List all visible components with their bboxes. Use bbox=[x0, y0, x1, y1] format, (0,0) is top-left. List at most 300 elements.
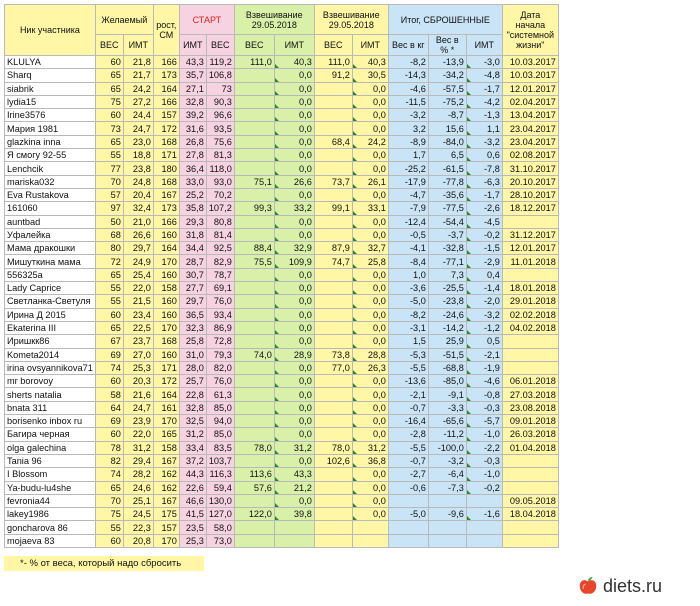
cell-w2v bbox=[314, 308, 352, 321]
cell-rk: -0,5 bbox=[388, 228, 428, 241]
cell-d: 28.10.2017 bbox=[502, 188, 558, 201]
cell-wi: 26,6 bbox=[123, 228, 153, 241]
cell-wi: 22,0 bbox=[123, 282, 153, 295]
cell-wv: 75 bbox=[95, 95, 123, 108]
cell-name: Мария 1981 bbox=[5, 122, 96, 135]
cell-d bbox=[502, 348, 558, 361]
cell-sv: 59,4 bbox=[206, 481, 234, 494]
cell-wi: 23,7 bbox=[123, 335, 153, 348]
cell-w2v: 74,7 bbox=[314, 255, 352, 268]
cell-w2i: 0,0 bbox=[352, 308, 388, 321]
cell-w2v bbox=[314, 321, 352, 334]
cell-wv: 82 bbox=[95, 454, 123, 467]
cell-w2i: 0,0 bbox=[352, 388, 388, 401]
cell-w1v bbox=[234, 335, 274, 348]
cell-si: 27,7 bbox=[179, 282, 206, 295]
cell-wv: 78 bbox=[95, 441, 123, 454]
cell-name: Lenchcik bbox=[5, 162, 96, 175]
cell-name: Tania 96 bbox=[5, 454, 96, 467]
cell-name: auntbad bbox=[5, 215, 96, 228]
site-logo[interactable] bbox=[577, 572, 662, 600]
cell-w2v bbox=[314, 401, 352, 414]
cell-name: Lady Caprice bbox=[5, 282, 96, 295]
table-row bbox=[5, 188, 559, 201]
cell-sv: 83,5 bbox=[206, 441, 234, 454]
cell-si: 23,5 bbox=[179, 521, 206, 534]
cell-w2i: 0,0 bbox=[352, 295, 388, 308]
cell-wv: 57 bbox=[95, 188, 123, 201]
cell-rk bbox=[388, 521, 428, 534]
cell-ri: -1,6 bbox=[466, 508, 502, 521]
cell-si: 41,5 bbox=[179, 508, 206, 521]
cell-ri: -1,4 bbox=[466, 282, 502, 295]
cell-w1i: 0,0 bbox=[274, 415, 314, 428]
cell-w1i: 0,0 bbox=[274, 375, 314, 388]
cell-wi: 21,6 bbox=[123, 388, 153, 401]
cell-wi: 24,5 bbox=[123, 508, 153, 521]
cell-w1i: 0,0 bbox=[274, 335, 314, 348]
cell-rk: 1,0 bbox=[388, 268, 428, 281]
cell-si: 25,2 bbox=[179, 188, 206, 201]
cell-sv: 73,0 bbox=[206, 534, 234, 547]
cell-wi: 23,8 bbox=[123, 162, 153, 175]
cell-si: 22,6 bbox=[179, 481, 206, 494]
cell-sv: 86,9 bbox=[206, 321, 234, 334]
cell-d bbox=[502, 481, 558, 494]
table-row bbox=[5, 135, 559, 148]
cell-rk: -8,2 bbox=[388, 56, 428, 69]
cell-rp: -3,2 bbox=[428, 454, 466, 467]
cell-w2v: 68,4 bbox=[314, 135, 352, 148]
header-height: рост, СМ bbox=[153, 5, 179, 56]
cell-w2i: 0,0 bbox=[352, 415, 388, 428]
cell-d: 18.01.2018 bbox=[502, 282, 558, 295]
cell-wv: 74 bbox=[95, 361, 123, 374]
header-weigh-2: Взвешивание 29.05.2018 bbox=[314, 5, 388, 35]
cell-wv: 60 bbox=[95, 375, 123, 388]
cell-h: 175 bbox=[153, 508, 179, 521]
cell-sv: 85,0 bbox=[206, 401, 234, 414]
cell-d: 11.01.2018 bbox=[502, 255, 558, 268]
cell-w1i: 0,0 bbox=[274, 149, 314, 162]
cell-name: Мишуткина мама bbox=[5, 255, 96, 268]
cell-w1i: 0,0 bbox=[274, 109, 314, 122]
cell-si: 37,2 bbox=[179, 454, 206, 467]
cell-ri: -1,0 bbox=[466, 468, 502, 481]
cell-w1v bbox=[234, 109, 274, 122]
cell-si: 31,0 bbox=[179, 348, 206, 361]
cell-w2i: 40,3 bbox=[352, 56, 388, 69]
cell-rk: -4,6 bbox=[388, 82, 428, 95]
cell-rp bbox=[428, 534, 466, 547]
cell-wi: 27,2 bbox=[123, 95, 153, 108]
cell-ri: -4,8 bbox=[466, 69, 502, 82]
cell-sv: 116,3 bbox=[206, 468, 234, 481]
cell-name: Багира черная bbox=[5, 428, 96, 441]
cell-ri: -1,5 bbox=[466, 242, 502, 255]
cell-h: 164 bbox=[153, 82, 179, 95]
cell-h: 160 bbox=[153, 348, 179, 361]
cell-h: 171 bbox=[153, 361, 179, 374]
cell-sv: 81,3 bbox=[206, 149, 234, 162]
cell-rk: -16,4 bbox=[388, 415, 428, 428]
cell-h: 170 bbox=[153, 534, 179, 547]
cell-w2v: 111,0 bbox=[314, 56, 352, 69]
cell-h: 170 bbox=[153, 415, 179, 428]
header-start-imt: ИМТ bbox=[179, 35, 206, 56]
table-row bbox=[5, 308, 559, 321]
cell-h: 170 bbox=[153, 255, 179, 268]
cell-sv: 61,3 bbox=[206, 388, 234, 401]
cell-rk: -8,9 bbox=[388, 135, 428, 148]
cell-ri bbox=[466, 494, 502, 507]
table-row bbox=[5, 335, 559, 348]
cell-wi: 23,4 bbox=[123, 308, 153, 321]
cell-w1v: 113,6 bbox=[234, 468, 274, 481]
cell-rk: -11,5 bbox=[388, 95, 428, 108]
cell-wv: 65 bbox=[95, 135, 123, 148]
table-row bbox=[5, 175, 559, 188]
cell-sv: 93,5 bbox=[206, 122, 234, 135]
cell-sv: 58,0 bbox=[206, 521, 234, 534]
cell-si: 31,2 bbox=[179, 428, 206, 441]
cell-wi: 27,0 bbox=[123, 348, 153, 361]
cell-w2i: 0,0 bbox=[352, 375, 388, 388]
cell-w1v bbox=[234, 308, 274, 321]
cell-d: 10.03.2017 bbox=[502, 56, 558, 69]
cell-w1i: 26,6 bbox=[274, 175, 314, 188]
cell-w2i: 0,0 bbox=[352, 228, 388, 241]
cell-sv: 103,7 bbox=[206, 454, 234, 467]
cell-si: 35,7 bbox=[179, 69, 206, 82]
cell-sv: 75,6 bbox=[206, 135, 234, 148]
cell-w2i: 0,0 bbox=[352, 494, 388, 507]
cell-d: 09.01.2018 bbox=[502, 415, 558, 428]
cell-w1i: 0,0 bbox=[274, 454, 314, 467]
cell-w1v: 75,5 bbox=[234, 255, 274, 268]
cell-h: 173 bbox=[153, 69, 179, 82]
cell-name: Я смогу 92-55 bbox=[5, 149, 96, 162]
cell-rp bbox=[428, 521, 466, 534]
cell-rp: 25,9 bbox=[428, 335, 466, 348]
cell-w2i: 0,0 bbox=[352, 162, 388, 175]
cell-wi: 22,3 bbox=[123, 521, 153, 534]
cell-d: 31.10.2017 bbox=[502, 162, 558, 175]
cell-w2i bbox=[352, 534, 388, 547]
cell-w2i: 0,0 bbox=[352, 468, 388, 481]
logo-text: diets.ru bbox=[603, 575, 663, 596]
cell-name: Светланка-Светуля bbox=[5, 295, 96, 308]
cell-wi: 25,3 bbox=[123, 361, 153, 374]
cell-rk: -5,5 bbox=[388, 361, 428, 374]
cell-w1i: 43,3 bbox=[274, 468, 314, 481]
cell-name: Мама дракошки bbox=[5, 242, 96, 255]
header-result-kg: Вес в кг bbox=[388, 35, 428, 56]
cell-w2i: 0,0 bbox=[352, 268, 388, 281]
header-wish: Желаемый bbox=[95, 5, 153, 35]
cell-w2v bbox=[314, 468, 352, 481]
cell-sv: 80,8 bbox=[206, 215, 234, 228]
cell-w2v bbox=[314, 228, 352, 241]
cell-name: lakey1986 bbox=[5, 508, 96, 521]
cell-name: Ekaterina III bbox=[5, 321, 96, 334]
cell-wv: 65 bbox=[95, 69, 123, 82]
cell-name: 161060 bbox=[5, 202, 96, 215]
cell-wv: 65 bbox=[95, 481, 123, 494]
cell-wv: 55 bbox=[95, 295, 123, 308]
cell-w1v: 111,0 bbox=[234, 56, 274, 69]
cell-wv: 58 bbox=[95, 388, 123, 401]
cell-si: 28,0 bbox=[179, 361, 206, 374]
cell-si: 27,1 bbox=[179, 82, 206, 95]
table-row bbox=[5, 95, 559, 108]
cell-h: 164 bbox=[153, 388, 179, 401]
cell-ri: -1,7 bbox=[466, 188, 502, 201]
cell-w2v bbox=[314, 162, 352, 175]
cell-name: sherts natalia bbox=[5, 388, 96, 401]
cell-si: 36,4 bbox=[179, 162, 206, 175]
cell-rk: -5,0 bbox=[388, 508, 428, 521]
cell-rp: -51,5 bbox=[428, 348, 466, 361]
cell-h: 157 bbox=[153, 109, 179, 122]
cell-w1v bbox=[234, 122, 274, 135]
cell-rp: -6,4 bbox=[428, 468, 466, 481]
cell-h: 162 bbox=[153, 468, 179, 481]
cell-ri: -4,2 bbox=[466, 95, 502, 108]
cell-h: 180 bbox=[153, 162, 179, 175]
cell-w2v bbox=[314, 521, 352, 534]
cell-wi: 24,4 bbox=[123, 109, 153, 122]
cell-rk: -0,6 bbox=[388, 481, 428, 494]
cell-ri: -2,1 bbox=[466, 348, 502, 361]
table-row bbox=[5, 508, 559, 521]
cell-d bbox=[502, 521, 558, 534]
cell-rk: 1,7 bbox=[388, 149, 428, 162]
cell-ri: -1,2 bbox=[466, 321, 502, 334]
cell-wi: 24,7 bbox=[123, 401, 153, 414]
cell-name: siabrik bbox=[5, 82, 96, 95]
cell-rk: -25,2 bbox=[388, 162, 428, 175]
cell-w2i: 25,8 bbox=[352, 255, 388, 268]
cell-h: 171 bbox=[153, 149, 179, 162]
cell-d: 18.12.2017 bbox=[502, 202, 558, 215]
cell-d: 04.02.2018 bbox=[502, 321, 558, 334]
cell-rk bbox=[388, 494, 428, 507]
cell-h: 158 bbox=[153, 441, 179, 454]
cell-d: 20.10.2017 bbox=[502, 175, 558, 188]
cell-w1i: 21,2 bbox=[274, 481, 314, 494]
cell-wv: 69 bbox=[95, 348, 123, 361]
cell-w2v bbox=[314, 508, 352, 521]
cell-wi: 24,6 bbox=[123, 481, 153, 494]
cell-w2v: 91,2 bbox=[314, 69, 352, 82]
cell-wv: 70 bbox=[95, 494, 123, 507]
cell-rp: -3,7 bbox=[428, 228, 466, 241]
cell-rp: -57,5 bbox=[428, 82, 466, 95]
cell-rp: -25,5 bbox=[428, 282, 466, 295]
cell-h: 168 bbox=[153, 175, 179, 188]
cell-w2i: 0,0 bbox=[352, 428, 388, 441]
cell-w1v bbox=[234, 82, 274, 95]
header-start-ves: ВЕС bbox=[206, 35, 234, 56]
cell-si: 32,8 bbox=[179, 401, 206, 414]
cell-w2i: 28,8 bbox=[352, 348, 388, 361]
table-row bbox=[5, 361, 559, 374]
cell-w2i: 0,0 bbox=[352, 335, 388, 348]
table-row bbox=[5, 388, 559, 401]
table-row bbox=[5, 401, 559, 414]
table-row bbox=[5, 441, 559, 454]
cell-w2i: 0,0 bbox=[352, 215, 388, 228]
cell-ri: -0,2 bbox=[466, 481, 502, 494]
cell-wv: 64 bbox=[95, 401, 123, 414]
cell-sv: 107,2 bbox=[206, 202, 234, 215]
cell-rp: -84,0 bbox=[428, 135, 466, 148]
cell-ri: -4,5 bbox=[466, 215, 502, 228]
cell-rp: -13,9 bbox=[428, 56, 466, 69]
cell-w1i: 109,9 bbox=[274, 255, 314, 268]
cell-name: Иришкк86 bbox=[5, 335, 96, 348]
header-result-imt: ИМТ bbox=[466, 35, 502, 56]
cell-ri: -2,9 bbox=[466, 255, 502, 268]
header-wish-ves: ВЕС bbox=[95, 35, 123, 56]
cell-ri: 0,5 bbox=[466, 335, 502, 348]
cell-sv: 82,9 bbox=[206, 255, 234, 268]
cell-wi: 24,9 bbox=[123, 255, 153, 268]
cell-h: 165 bbox=[153, 428, 179, 441]
cell-rk: -3,2 bbox=[388, 109, 428, 122]
footnote: *- % от веса, который надо сбросить bbox=[4, 556, 204, 571]
cell-wv: 70 bbox=[95, 175, 123, 188]
cell-sv: 79,3 bbox=[206, 348, 234, 361]
cell-w2i: 0,0 bbox=[352, 508, 388, 521]
table-row bbox=[5, 494, 559, 507]
cell-sv: 92,5 bbox=[206, 242, 234, 255]
cell-si: 32,5 bbox=[179, 415, 206, 428]
cell-w1i: 40,3 bbox=[274, 56, 314, 69]
cell-w2v bbox=[314, 215, 352, 228]
cell-h: 160 bbox=[153, 268, 179, 281]
cell-wv: 55 bbox=[95, 282, 123, 295]
cell-w1i: 39,8 bbox=[274, 508, 314, 521]
cell-d bbox=[502, 335, 558, 348]
cell-w2v bbox=[314, 282, 352, 295]
cell-rp: 15,6 bbox=[428, 122, 466, 135]
cell-w1v bbox=[234, 162, 274, 175]
cell-w1i: 0,0 bbox=[274, 122, 314, 135]
cell-w2v bbox=[314, 122, 352, 135]
cell-d: 09.05.2018 bbox=[502, 494, 558, 507]
cell-rk: -12,4 bbox=[388, 215, 428, 228]
table-row bbox=[5, 242, 559, 255]
cell-rp: -61,5 bbox=[428, 162, 466, 175]
cell-sv: 76,0 bbox=[206, 375, 234, 388]
cell-d: 23.04.2017 bbox=[502, 135, 558, 148]
cell-name: irina ovsyannikova71 bbox=[5, 361, 96, 374]
cell-w2i: 26,3 bbox=[352, 361, 388, 374]
cell-wi: 29,4 bbox=[123, 454, 153, 467]
cell-rp: -54,4 bbox=[428, 215, 466, 228]
cell-wv: 65 bbox=[95, 321, 123, 334]
cell-d bbox=[502, 534, 558, 547]
cell-wi: 21,8 bbox=[123, 56, 153, 69]
cell-wi: 21,5 bbox=[123, 295, 153, 308]
table-row bbox=[5, 109, 559, 122]
cell-w1v bbox=[234, 282, 274, 295]
cell-w2v bbox=[314, 428, 352, 441]
cell-h: 168 bbox=[153, 335, 179, 348]
cell-w1v bbox=[234, 388, 274, 401]
cell-w2i: 0,0 bbox=[352, 321, 388, 334]
table-row bbox=[5, 375, 559, 388]
cell-ri: 1,1 bbox=[466, 122, 502, 135]
cell-h: 161 bbox=[153, 401, 179, 414]
cell-wv: 73 bbox=[95, 122, 123, 135]
cell-w2v bbox=[314, 188, 352, 201]
table-row bbox=[5, 82, 559, 95]
cell-d bbox=[502, 454, 558, 467]
cell-d: 12.01.2017 bbox=[502, 82, 558, 95]
cell-wi: 25,4 bbox=[123, 268, 153, 281]
cell-wi: 24,8 bbox=[123, 175, 153, 188]
cell-rk: -2,8 bbox=[388, 428, 428, 441]
cell-d: 02.08.2017 bbox=[502, 149, 558, 162]
cell-w2i: 24,2 bbox=[352, 135, 388, 148]
cell-wv: 60 bbox=[95, 428, 123, 441]
cell-sv: 72,8 bbox=[206, 335, 234, 348]
cell-w1v bbox=[234, 361, 274, 374]
cell-wi: 24,7 bbox=[123, 122, 153, 135]
header-name: Ник участника bbox=[5, 5, 96, 56]
cell-wi: 22,5 bbox=[123, 321, 153, 334]
cell-w1i: 0,0 bbox=[274, 162, 314, 175]
cell-name: Irine3576 bbox=[5, 109, 96, 122]
cell-si: 33,4 bbox=[179, 441, 206, 454]
apple-icon bbox=[577, 575, 599, 597]
cell-w1i: 0,0 bbox=[274, 388, 314, 401]
cell-w1v bbox=[234, 149, 274, 162]
cell-wi: 20,4 bbox=[123, 188, 153, 201]
cell-ri bbox=[466, 521, 502, 534]
table-row bbox=[5, 454, 559, 467]
cell-w1v: 78,0 bbox=[234, 441, 274, 454]
cell-rp: -9,6 bbox=[428, 508, 466, 521]
cell-rk: -8,4 bbox=[388, 255, 428, 268]
cell-sv: 93,0 bbox=[206, 175, 234, 188]
cell-h: 172 bbox=[153, 122, 179, 135]
cell-si: 34,4 bbox=[179, 242, 206, 255]
cell-w1v bbox=[234, 188, 274, 201]
cell-rp: -8,7 bbox=[428, 109, 466, 122]
cell-rp: -35,6 bbox=[428, 188, 466, 201]
cell-rk: -4,7 bbox=[388, 188, 428, 201]
cell-w2i: 0,0 bbox=[352, 109, 388, 122]
cell-w1i: 33,2 bbox=[274, 202, 314, 215]
cell-w1v bbox=[234, 69, 274, 82]
cell-si: 32,8 bbox=[179, 95, 206, 108]
cell-rp: -85,0 bbox=[428, 375, 466, 388]
cell-h: 168 bbox=[153, 135, 179, 148]
cell-name: fevronia44 bbox=[5, 494, 96, 507]
cell-wv: 97 bbox=[95, 202, 123, 215]
cell-name: goncharova 86 bbox=[5, 521, 96, 534]
cell-d: 10.03.2017 bbox=[502, 69, 558, 82]
cell-wv: 74 bbox=[95, 468, 123, 481]
cell-h: 162 bbox=[153, 481, 179, 494]
cell-rk: -3,6 bbox=[388, 282, 428, 295]
cell-rk: -13,6 bbox=[388, 375, 428, 388]
cell-sv: 127,0 bbox=[206, 508, 234, 521]
